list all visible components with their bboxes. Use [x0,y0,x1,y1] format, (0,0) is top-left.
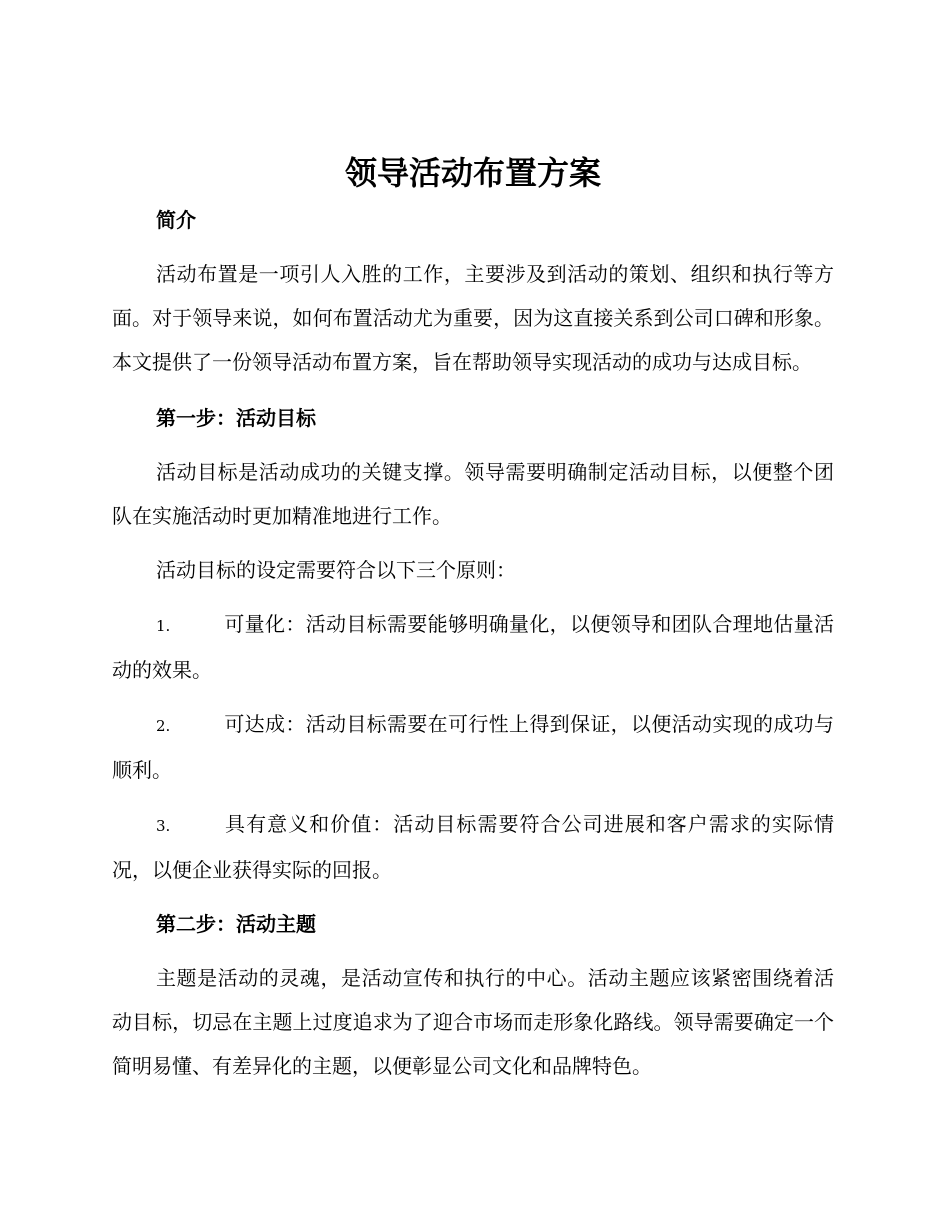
intro-heading: 简介 [156,208,196,232]
list-item-text: 具有意义和价值：活动目标需要符合公司进展和客户需求的实际情况，以便企业获得实际的回报。 [112,812,834,882]
list-item-text: 可量化：活动目标需要能够明确量化，以便领导和团队合理地估量活动的效果。 [112,612,834,682]
list-item [112,802,834,892]
intro-paragraph: 活动布置是一项引人入胜的工作，主要涉及到活动的策划、组织和执行等方面。对于领导来说，如何布置活动尤为重要，因为这直接关系到公司口碑和形象。本文提供了一份领导活动布置方案，旨在帮助领导实现活动的成功与达成目标。 [112,262,834,374]
list-item-text: 可达成：活动目标需要在可行性上得到保证，以便活动实现的成功与顺利。 [112,712,834,782]
list-item-number: 2. [156,717,171,735]
list-item [112,702,834,792]
step1-paragraph-2: 活动目标的设定需要符合以下三个原则： [156,558,516,582]
step2-heading: 第二步：活动主题 [156,912,316,936]
step1-heading: 第一步：活动目标 [156,406,316,430]
document-body [112,148,834,1088]
step1-paragraph-1: 活动目标是活动成功的关键支撑。领导需要明确制定活动目标，以便整个团队在实施活动时更加精准地进行工作。 [112,460,834,528]
list-item-number: 3. [156,817,171,835]
list-item [112,602,834,692]
document-title: 领导活动布置方案 [344,154,601,192]
list-item-number: 1. [156,617,171,635]
step2-paragraph: 主题是活动的灵魂，是活动宣传和执行的中心。活动主题应该紧密围绕着活动目标，切忌在主题上过度追求为了迎合市场而走形象化路线。领导需要确定一个简明易懂、有差异化的主题，以便彰显公司文化和品牌特色。 [112,966,834,1078]
